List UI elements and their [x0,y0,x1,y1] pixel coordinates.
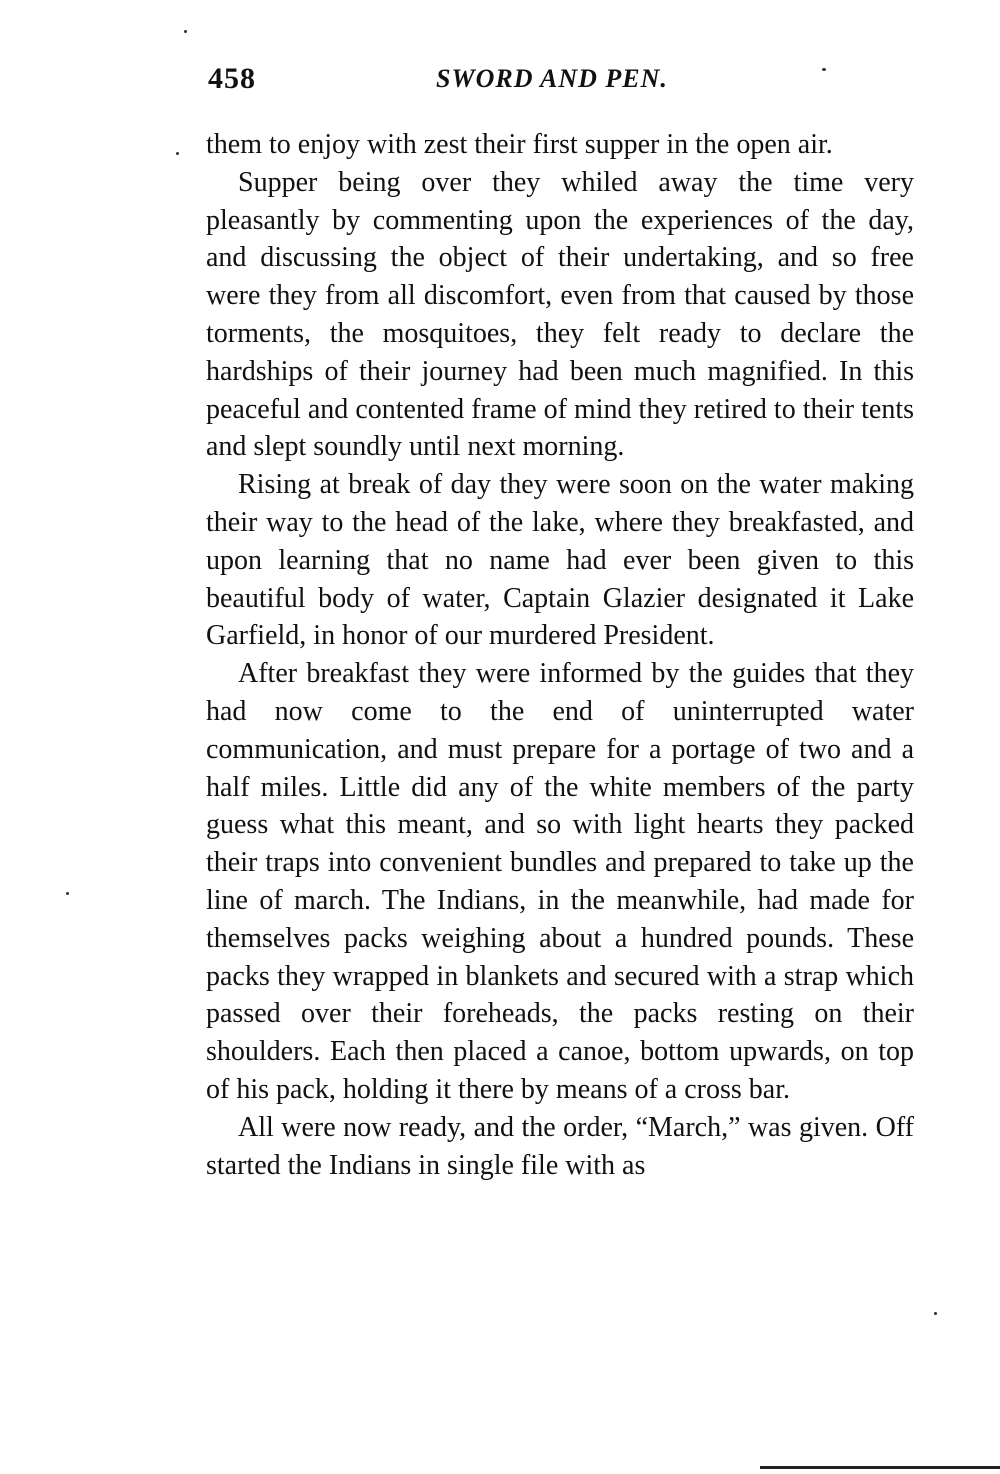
bottom-rule [760,1466,1000,1469]
page-number: 458 [208,62,256,95]
body-text [206,126,914,1184]
paragraph: After breakfast they were informed by the guides that they had now come to the end of uninterrupted water communication, and must prepare for a portage of two and a half miles. Little did any of the white members of the party guess what this meant, and so with light hearts they packed their traps into convenient bundles and prepared to take up the line of march. The Indians, in the meanwhile, had made for themselves packs weighing about a hundred pounds. These packs they wrapped in blankets and secured with a strap which passed over their foreheads, the packs resting on their shoulders. Each then placed a canoe, bottom upwards, on top of his pack, holding it there by means of a cross bar. [206,658,914,1105]
paragraph: Supper being over they whiled away the time very pleasantly by commenting upon the experiences of the day, and discussing the object of their undertaking, and so free were they from all discomfort, even from that caused by those torments, the mosquitoes, they felt ready to declare the hardships of their journey had been much magnified. In this peaceful and contented frame of mind they retired to their tents and slept soundly until next morning. [206,166,914,463]
paragraph: Rising at break of day they were soon on the water making their way to the head of the lake, where they breakfasted, and upon learning that no name had ever been given to this beautiful body of water, Captain Glazier designated it Lake Garfield, in honor of our murdered President. [206,469,914,652]
running-head: SWORD AND PEN. [436,64,668,93]
page-header [208,62,912,102]
scan-speck [934,1312,937,1315]
scan-speck [822,68,826,71]
paragraph: them to enjoy with zest their first supper in the open air. [206,129,833,160]
paragraph: All were now ready, and the order, “March,” was given. Off started the Indians in single file with as [206,1111,914,1181]
scan-speck [184,30,187,33]
scan-speck [176,152,179,155]
scan-speck [66,892,69,895]
